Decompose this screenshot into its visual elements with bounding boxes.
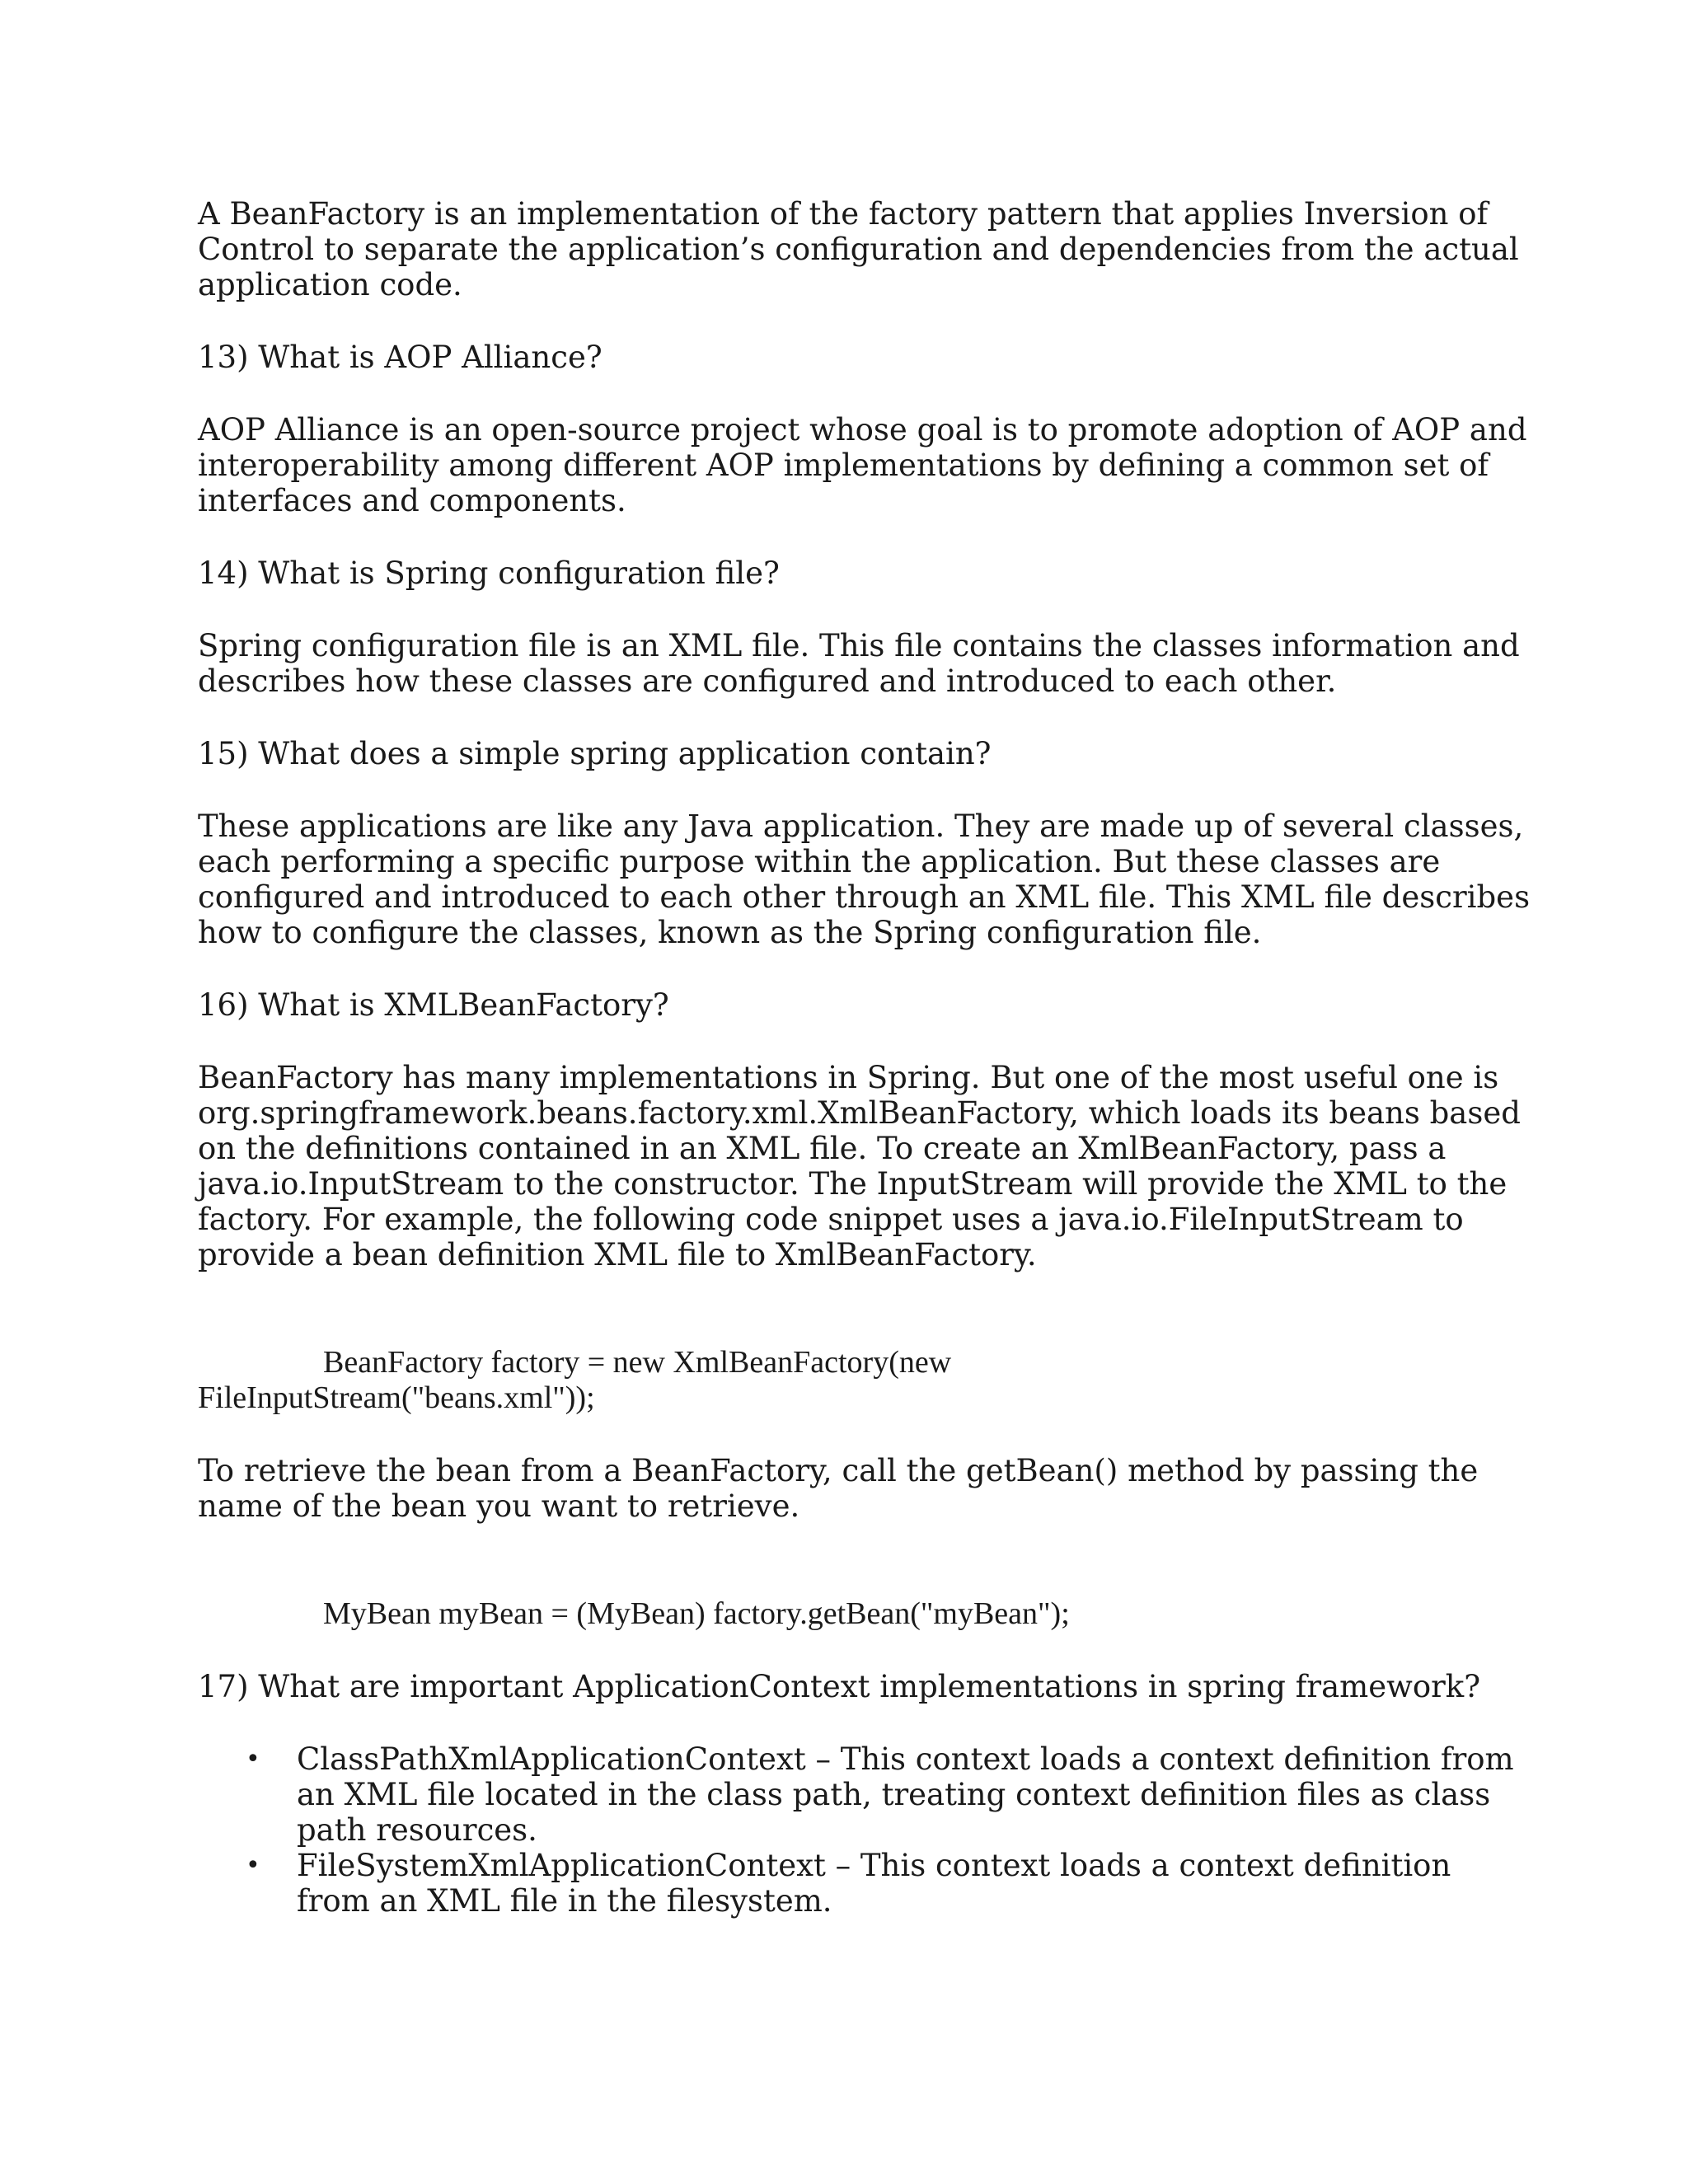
code-snippet-xmlbeanfactory xyxy=(198,1345,1533,1416)
list-item xyxy=(198,1741,1533,1848)
question-15: 15) What does a simple spring application contain? xyxy=(198,736,992,771)
answer-15: These applications are like any Java application. They are made up of several classes, each performing a specific purpose within the application. But these classes are configured and introduced to each other through an XML file. This XML file describes how to configure the classes, known as the Spring configuration file. xyxy=(198,808,1531,950)
paragraph-beanfactory-intro: A BeanFactory is an implementation of the factory pattern that applies Inversion of Control to separate the application’s configuration and dependencies from the actual application code. xyxy=(198,196,1519,302)
question-17: 17) What are important ApplicationContext implementations in spring framework? xyxy=(198,1669,1481,1704)
bullet-icon: • xyxy=(246,1745,260,1774)
answer-13: AOP Alliance is an open-source project whose goal is to promote adoption of AOP and interoperability among different AOP implementations by defining a common set of interfaces and components. xyxy=(198,412,1527,518)
question-14: 14) What is Spring configuration file? xyxy=(198,555,780,591)
code-line: BeanFactory factory = new XmlBeanFactory(new xyxy=(323,1345,952,1380)
list-item xyxy=(198,1848,1533,1919)
code-line: MyBean myBean = (MyBean) factory.getBean("myBean"); xyxy=(323,1596,1070,1631)
document-body xyxy=(198,196,1533,1919)
code-snippet-getbean xyxy=(198,1596,1533,1632)
bullet-icon: • xyxy=(246,1851,260,1880)
applicationcontext-list xyxy=(198,1741,1533,1919)
question-16: 16) What is XMLBeanFactory? xyxy=(198,987,669,1023)
code-line: FileInputStream("beans.xml")); xyxy=(198,1380,595,1415)
question-13: 13) What is AOP Alliance? xyxy=(198,340,603,375)
answer-16: BeanFactory has many implementations in Spring. But one of the most useful one is org.springframework.beans.factory.xml.XmlBeanFactory, which loads its beans based on the definitions contained in an XML file. To create an XmlBeanFactory, pass a java.io.InputStream to the constructor. The InputStream will provide the XML to the factory. For example, the following code snippet uses a java.io.FileInputStream to provide a bean definition XML file to XmlBeanFactory. xyxy=(198,1060,1521,1272)
answer-14: Spring configuration file is an XML file. This file contains the classes information and describes how these classes are configured and introduced to each other. xyxy=(198,628,1520,699)
list-item-text: ClassPathXmlApplicationContext – This context loads a context definition from an XML file located in the class path, treating context definition files as class path resources. xyxy=(297,1741,1514,1848)
paragraph-retrieve-bean: To retrieve the bean from a BeanFactory, call the getBean() method by passing the name of the bean you want to retrieve. xyxy=(198,1453,1479,1524)
list-item-text: FileSystemXmlApplicationContext – This context loads a context definition from an XML file in the filesystem. xyxy=(297,1848,1451,1919)
